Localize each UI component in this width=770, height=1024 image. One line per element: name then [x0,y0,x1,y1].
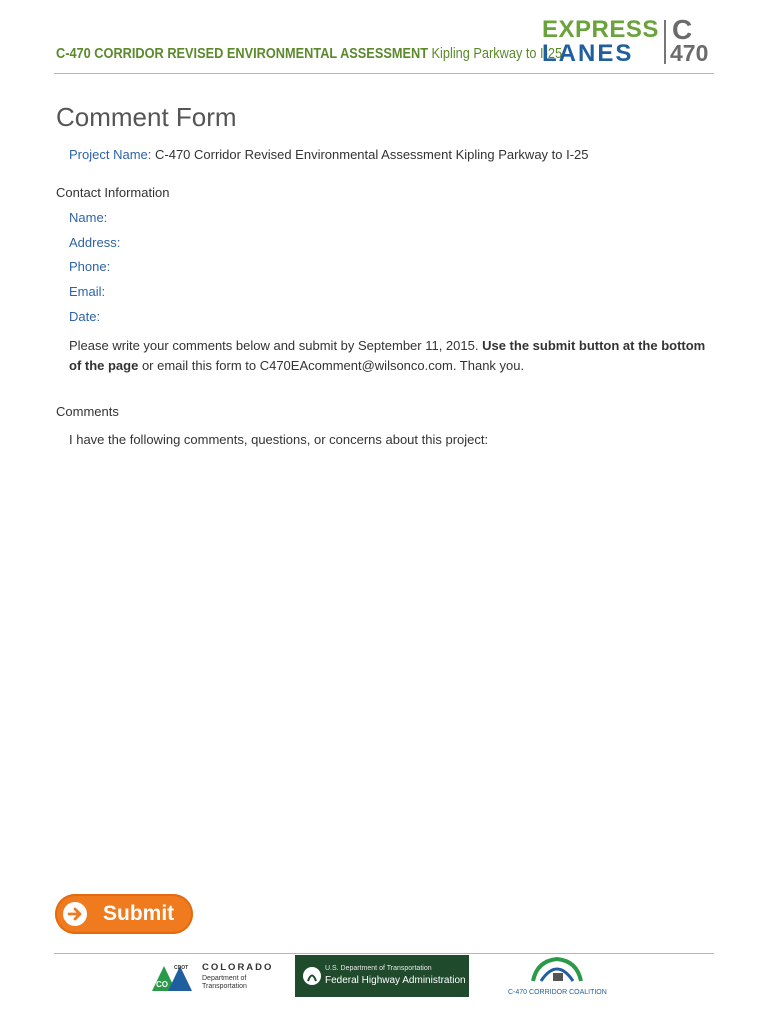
comments-prompt[interactable]: I have the following comments, questions, or concerns about this project: [69,432,489,447]
project-name-value: C-470 Corridor Revised Environmental Assessment Kipling Parkway to I-25 [155,147,589,162]
address-field[interactable]: Address: [69,235,121,250]
cdot-logo [150,960,280,994]
cdot-badge-text: CDOT [174,965,189,971]
fhwa-line1: U.S. Department of Transportation [325,965,432,972]
header-title-subtitle: Kipling Parkway to I-25 [431,46,563,62]
header-divider [54,73,714,74]
instructions-text [69,336,719,376]
c470-coalition-logo [505,955,605,1000]
footer-divider [54,953,714,954]
instructions-bold: Use the submit button at the bottom of the page [69,338,706,373]
cdot-wordmark: COLORADO [202,962,274,973]
fhwa-line2: Federal Highway Administration [325,975,466,986]
fhwa-shield-icon [301,965,323,987]
coalition-emblem-icon [527,955,587,987]
instructions-part1: Please write your comments below and submit by September 11, 2015. [69,338,483,353]
page-title: Comment Form [56,102,237,132]
cdot-mountain-icon [150,960,198,992]
instructions-part2: or email this form to C470EAcomment@wilsonco.com. Thank you. [138,358,525,373]
logo-lanes-text: LANES [542,40,634,67]
logo-number-text: 470 [670,40,709,66]
contact-info-heading: Contact Information [56,185,170,200]
cdot-subtitle-line2: Transportation [202,983,247,990]
header-title-bold: C-470 CORRIDOR REVISED ENVIRONMENTAL ASSESSMENT [56,46,428,62]
express-lanes-c470-logo [538,16,714,68]
date-field[interactable]: Date: [69,309,101,324]
phone-field[interactable]: Phone: [69,259,111,274]
logo-divider [664,20,666,64]
email-field[interactable]: Email: [69,284,106,299]
cdot-subtitle-line1: Department of [202,975,247,982]
svg-text:CO: CO [156,980,168,989]
fhwa-logo [295,955,469,997]
cdot-subtitle [202,975,247,991]
submit-button[interactable] [55,894,193,934]
logo-express-text: EXPRESS [542,16,659,43]
project-name-row [69,147,589,162]
arrow-right-circle-icon [61,900,89,928]
comments-heading: Comments [56,404,119,419]
submit-label: Submit [103,902,175,925]
logo-c-text: C [672,14,693,45]
name-field[interactable]: Name: [69,210,108,225]
project-name-label: Project Name: [69,147,152,162]
document-header-title [56,46,562,62]
coalition-label: C-470 CORRIDOR COALITION [508,989,607,996]
